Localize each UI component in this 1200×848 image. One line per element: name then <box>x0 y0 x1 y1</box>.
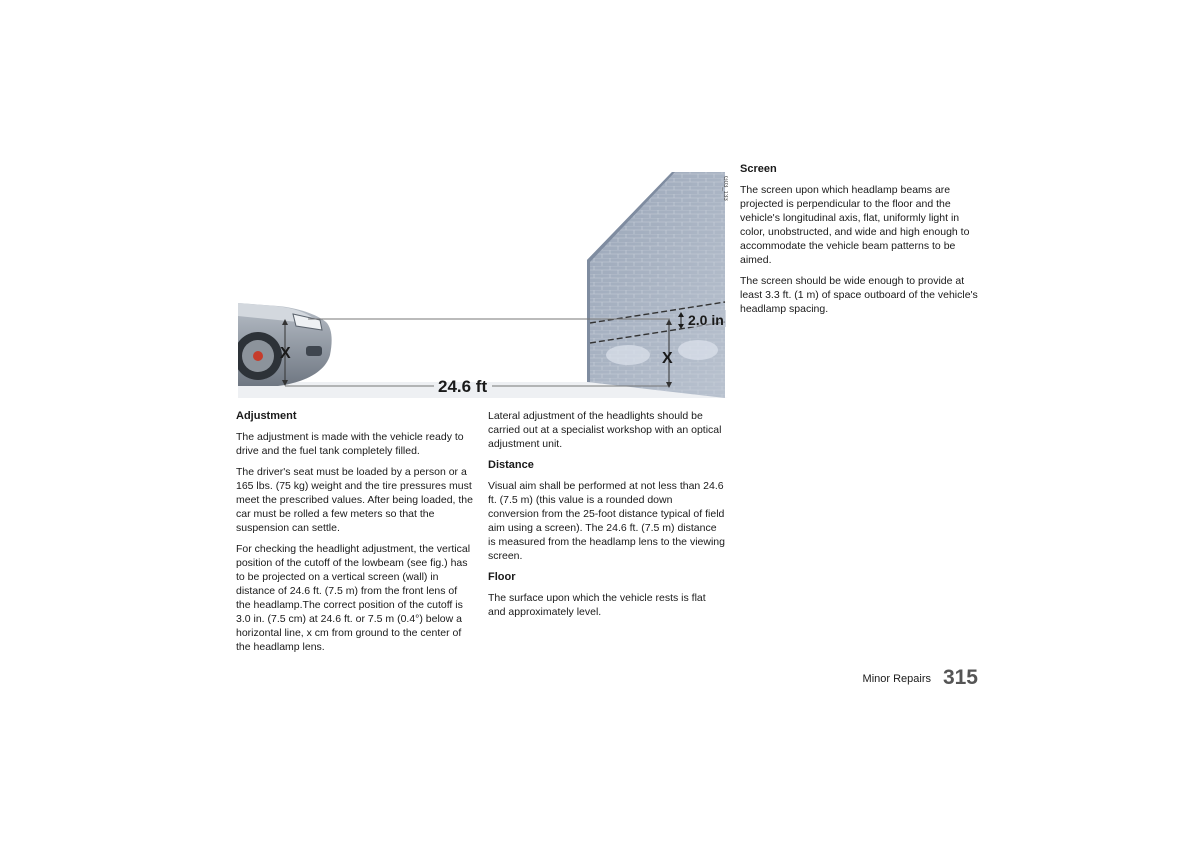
screen-section <box>740 162 978 323</box>
distance-paragraph: Visual aim shall be performed at not less than 24.6 ft. (7.5 m) (this value is a rounded down conversion from the 25-foot distance typical of field aim using a screen). The 24.6 ft. (7.5 m) distance is measured from the headlamp lens to the viewing screen. <box>488 480 725 562</box>
adjustment-section <box>236 409 474 661</box>
page-number: 315 <box>942 666 978 689</box>
offset-label: 2.0 in <box>688 312 724 328</box>
page-footer <box>830 660 978 690</box>
lateral-adjustment-paragraph: Lateral adjustment of the headlights should be carried out at a specialist workshop with an optical adjustment unit. <box>488 410 722 450</box>
footer-section-title: Minor Repairs <box>862 673 931 685</box>
adjustment-paragraph-1: The adjustment is made with the vehicle ready to drive and the fuel tank completely filled. <box>236 431 464 457</box>
distance-floor-section <box>488 409 726 626</box>
adjustment-paragraph-2: The driver's seat must be loaded by a person or a 165 lbs. (75 kg) weight and the tire pressures must meet the prescribed values. After being loaded, the car must be rolled a few meters so that the suspension can settle. <box>236 466 473 534</box>
illustration-svg <box>238 170 728 400</box>
distance-label: 24.6 ft <box>438 377 488 396</box>
adjustment-paragraph-3: For checking the headlight adjustment, the vertical position of the cutoff of the lowbeam (see fig.) has to be projected on a vertical screen (wall) in distance of 24.6 ft. (7.5 m) from the front lens of the headlamp.The correct position of the cutoff is 3.0 in. (7.5 cm) at 24.6 ft. or 7.5 m (0.4°) below a horizontal line, x cm from ground to the center of the headlamp lens. <box>236 543 471 653</box>
headlight-aim-illustration <box>238 170 728 400</box>
screen-heading: Screen <box>740 163 777 175</box>
screen-paragraph-2: The screen should be wide enough to provide at least 3.3 ft. (1 m) of space outboard of the vehicle's headlamp spacing. <box>740 275 978 315</box>
screen-paragraph-1: The screen upon which headlamp beams are projected is perpendicular to the floor and the vehicle's longitudinal axis, flat, uniformly light in color, unobstructed, and wide and high enough to accommodate the vehicle beam patterns to be aimed. <box>740 184 970 266</box>
distance-heading: Distance <box>488 459 534 471</box>
floor-paragraph: The surface upon which the vehicle rests is flat and approximately level. <box>488 592 706 618</box>
wall-height-label: X <box>662 350 673 367</box>
car-height-label: X <box>280 345 291 362</box>
adjustment-heading: Adjustment <box>236 410 297 422</box>
figure-code: G03_133 <box>722 176 728 201</box>
floor-heading: Floor <box>488 571 516 583</box>
